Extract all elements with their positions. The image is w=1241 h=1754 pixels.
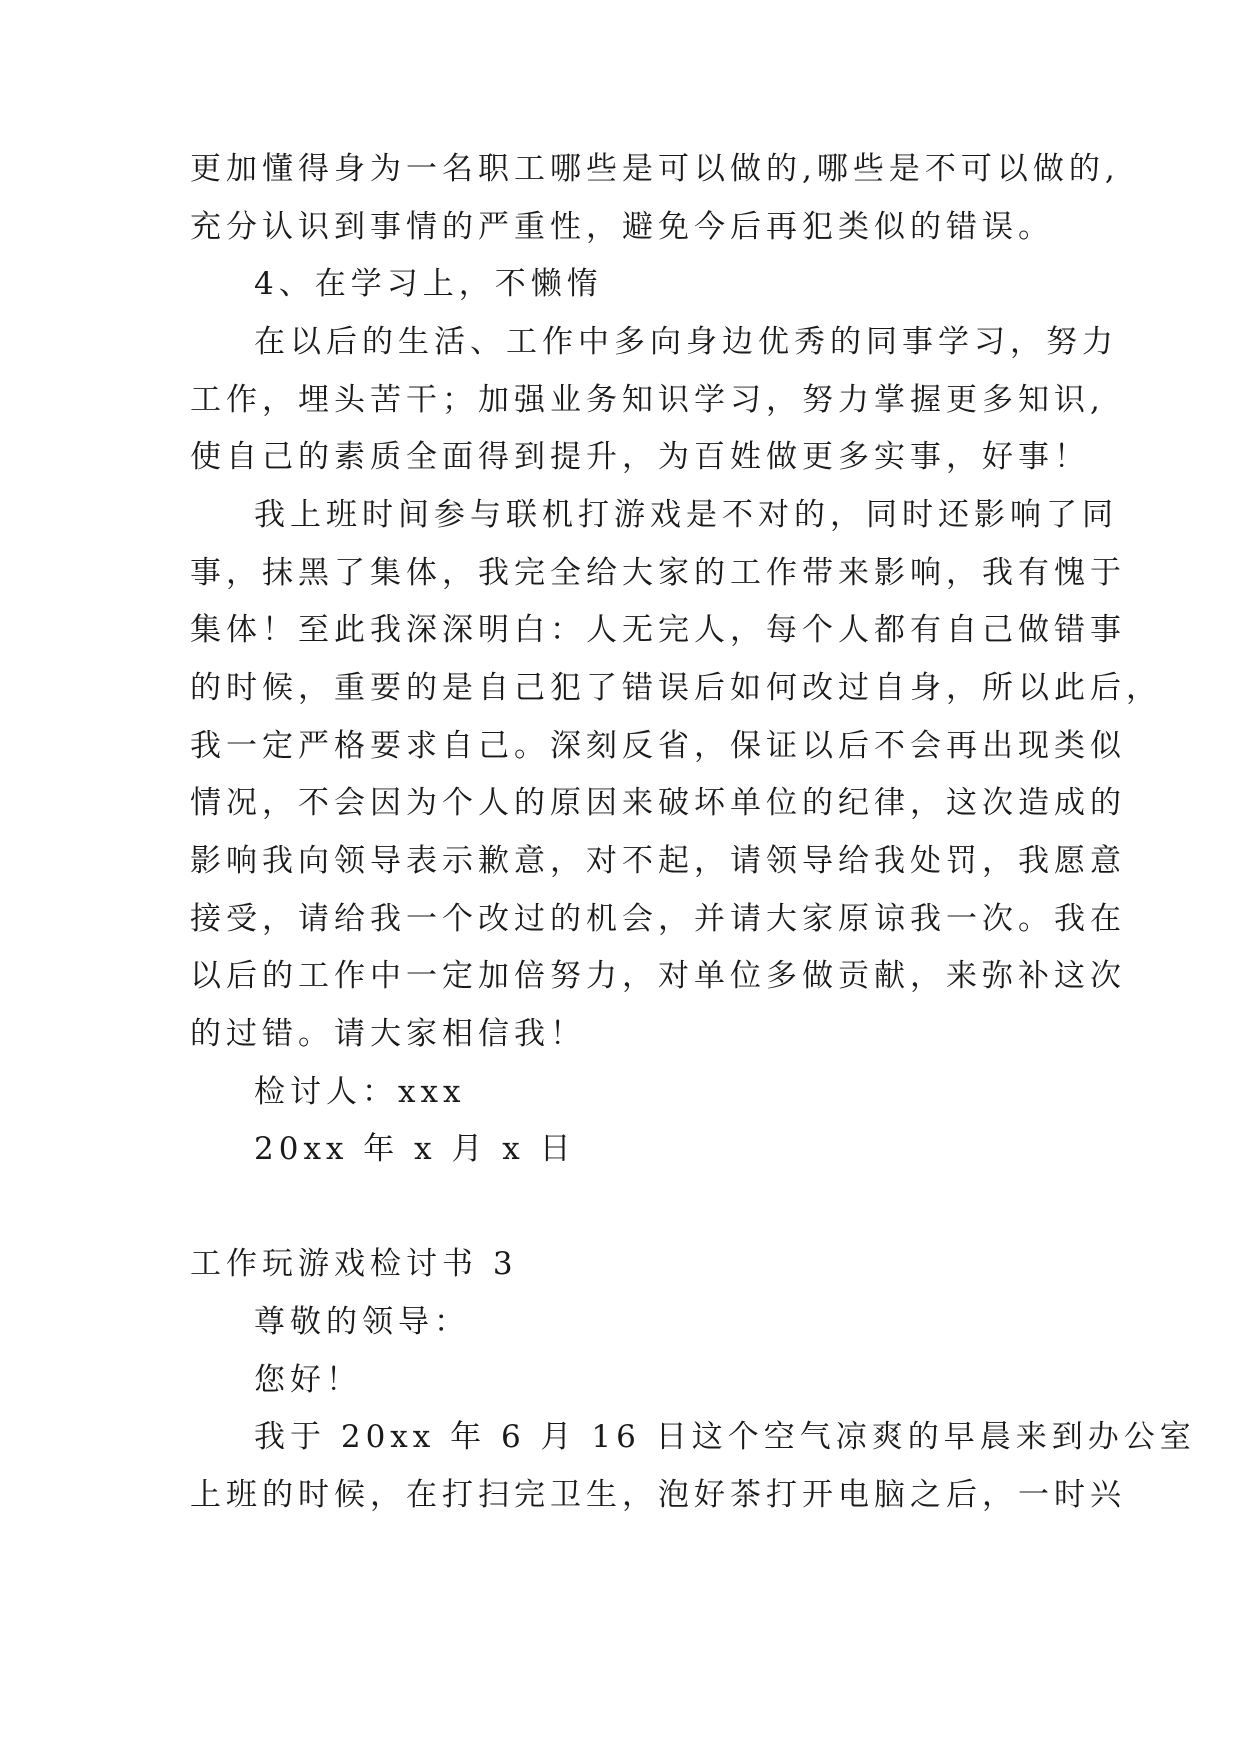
body-text-line: 上班的时候，在打扫完卫生，泡好茶打开电脑之后，一时兴 — [190, 1477, 1126, 1513]
body-text-line: 更加懂得身为一名职工哪些是可以做的,哪些是不可以做的, — [190, 151, 1120, 187]
greeting: 您好！ — [254, 1362, 362, 1398]
body-text-line: 接受，请给我一个改过的机会，并请大家原谅我一次。我在 — [190, 901, 1126, 937]
date-line: 20xx 年 x 月 x 日 — [254, 1131, 576, 1167]
body-text-line: 的时候，重要的是自己犯了错误后如何改过自身，所以此后， — [190, 670, 1162, 706]
salutation: 尊敬的领导： — [254, 1304, 470, 1340]
body-text-line: 情况，不会因为个人的原因来破坏单位的纪律，这次造成的 — [190, 785, 1126, 821]
body-text-line: 事，抹黑了集体，我完全给大家的工作带来影响，我有愧于 — [190, 555, 1126, 591]
body-text-line: 的过错。请大家相信我！ — [190, 1016, 586, 1052]
body-text-line: 我上班时间参与联机打游戏是不对的，同时还影响了同 — [254, 497, 1118, 533]
body-text-line: 工作，埋头苦干；加强业务知识学习，努力掌握更多知识, — [190, 382, 1105, 418]
signature-line: 检讨人：xxx — [254, 1074, 466, 1110]
body-text-line: 我一定严格要求自己。深刻反省，保证以后不会再出现类似 — [190, 728, 1126, 764]
section-heading: 4、在学习上，不懒惰 — [254, 266, 603, 302]
document-title: 工作玩游戏检讨书 3 — [190, 1246, 518, 1282]
body-text-line: 集体！至此我深深明白：人无完人，每个人都有自己做错事 — [190, 612, 1126, 648]
body-text-line: 我于 20xx 年 6 月 16 日这个空气凉爽的早晨来到办公室 — [254, 1419, 1196, 1455]
body-text-line: 影响我向领导表示歉意，对不起，请领导给我处罚，我愿意 — [190, 843, 1126, 879]
body-text-line: 使自己的素质全面得到提升，为百姓做更多实事，好事！ — [190, 439, 1090, 475]
body-text-line: 充分认识到事情的严重性，避免今后再犯类似的错误。 — [190, 209, 1054, 245]
body-text-line: 在以后的生活、工作中多向身边优秀的同事学习，努力 — [254, 324, 1118, 360]
body-text-line: 以后的工作中一定加倍努力，对单位多做贡献，来弥补这次 — [190, 958, 1126, 994]
